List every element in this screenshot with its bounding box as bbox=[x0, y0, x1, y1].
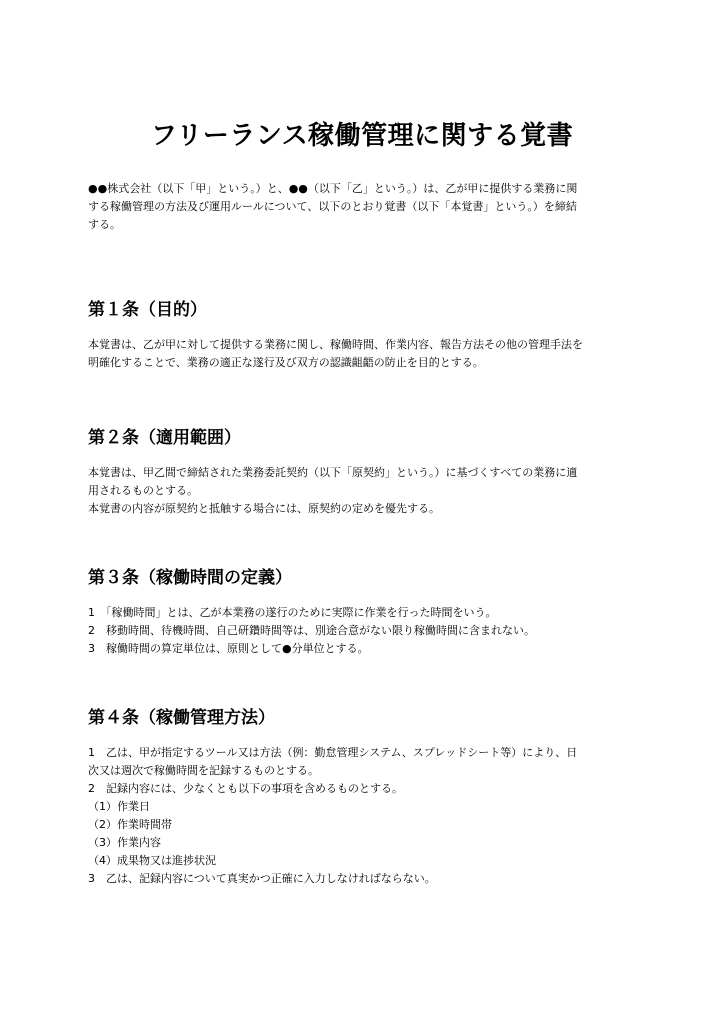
article-line: 1 「稼働時間」とは、乙が本業務の遂行のために実際に作業を行った時間をいう。 bbox=[88, 606, 497, 619]
article-body bbox=[88, 604, 648, 658]
article-body bbox=[88, 336, 648, 372]
article-line: 2 記録内容には、少なくとも以下の事項を含めるものとする。 bbox=[88, 782, 403, 795]
article-heading: 第２条（適用範囲） bbox=[88, 428, 241, 448]
intro-line: する稼働管理の方法及び運用ルールについて、以下のとおり覚書（以下「本覚書」という。）を締結 bbox=[88, 200, 577, 213]
article-line: 2 移動時間、待機時間、自己研鑽時間等は、別途合意がない限り稼働時間に含まれない。 bbox=[88, 624, 535, 637]
article-body bbox=[88, 464, 648, 518]
article-line: 3 稼働時間の算定単位は、原則として●分単位とする。 bbox=[88, 642, 369, 655]
article-sub-item: （2）作業時間帯 bbox=[88, 818, 172, 831]
intro-paragraph bbox=[88, 180, 648, 234]
article-sub-item: （1）作業日 bbox=[88, 800, 150, 813]
article-heading: 第１条（目的） bbox=[88, 300, 207, 320]
article-line: 1 乙は、甲が指定するツール又は方法（例：勤怠管理システム、スプレッドシート等）により、日 bbox=[88, 746, 578, 759]
article-body bbox=[88, 744, 648, 888]
article-4 bbox=[88, 706, 648, 888]
article-line: 本覚書は、乙が甲に対して提供する業務に関し、稼働時間、作業内容、報告方法その他の管理手法を bbox=[88, 338, 583, 351]
article-heading: 第３条（稼働時間の定義） bbox=[88, 568, 292, 588]
article-line: 次又は週次で稼働時間を記録するものとする。 bbox=[88, 764, 319, 777]
article-line: 3 乙は、記録内容について真実かつ正確に入力しなければならない。 bbox=[88, 872, 436, 885]
article-line: 用されるものとする。 bbox=[88, 484, 198, 497]
article-sub-item: （4）成果物又は進捗状況 bbox=[88, 854, 216, 867]
article-sub-item: （3）作業内容 bbox=[88, 836, 161, 849]
article-1 bbox=[88, 298, 648, 372]
document-title: フリーランス稼働管理に関する覚書 bbox=[150, 121, 574, 151]
intro-line: する。 bbox=[88, 218, 121, 231]
article-line: 明確化することで、業務の適正な遂行及び双方の認識齟齬の防止を目的とする。 bbox=[88, 356, 484, 369]
article-3 bbox=[88, 566, 648, 658]
article-line: 本覚書の内容が原契約と抵触する場合には、原契約の定めを優先する。 bbox=[88, 502, 440, 515]
article-line: 本覚書は、甲乙間で締結された業務委託契約（以下「原契約」という。）に基づくすべての業務に適 bbox=[88, 466, 578, 479]
intro-line: ●●株式会社（以下「甲」という。）と、●●（以下「乙」という。）は、乙が甲に提供する業務に関 bbox=[88, 182, 578, 195]
article-2 bbox=[88, 426, 648, 518]
article-heading: 第４条（稼働管理方法） bbox=[88, 708, 275, 728]
